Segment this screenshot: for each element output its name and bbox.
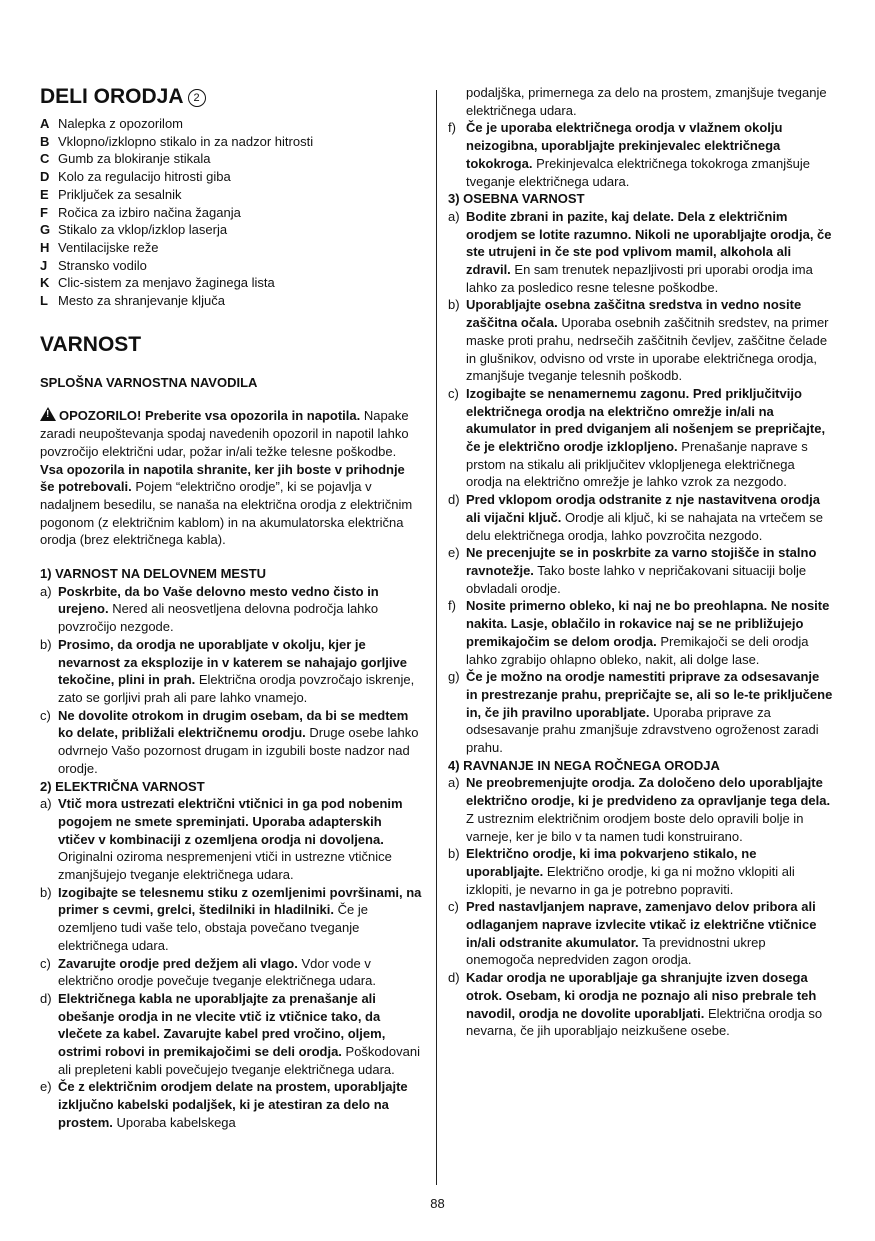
- list-item: B Vklopno/izklopno stikalo in za nadzor hitrosti: [40, 133, 314, 149]
- list-item: G Stikalo za vklop/izklop laserja: [40, 222, 228, 238]
- list-item: c) Izogibajte se nenamernemu zagonu. Pred priključitvijo električnega orodja na električno omrežje in/ali na akumulator in pred dviganjem ali nošenjem se prepričajte, če je električno orodje izklopljeno. Prenašanje naprave s prstom na stikalu ali priključitev vklopljenega električnega orodja na električno omrežje je lahko vzrok za nezgodo.: [448, 385, 826, 490]
- warning-paragraph: !OPOZORILO! Preberite vsa opozorila in napotila. Napake zaradi neupoštevanja spodaj navedenih opozoril in napotil lahko povzročijo električni udar, požar in/ali težke telesne poškodbe. Vsa opozorila in napotila shranite, ker jih boste v prihodnje še potrebovali. Pojem “električno orodje”, ki se pojavlja v nadaljnem besedilu, se nanaša na električna orodja z električnim pogonom (z električnim kablom) in na akumulatorska električna orodja (brez električnega kabla).: [40, 407, 422, 549]
- section-3-heading: 3) OSEBNA VARNOST: [448, 191, 585, 207]
- list-item: a) Vtič mora ustrezati električni vtičnici in ga pod nobenim pogojem ne smete spreminjati. Uporaba adapterskih vtičev v kombinaciji z ozemljena orodja ni dovoljena. Originalni oziroma nespremenjeni vtiči in ustrezne vtičnice zmanjšujejo tveganje električnega udara.: [40, 796, 403, 883]
- list-item: a) Bodite zbrani in pazite, kaj delate. Dela z električnim orodjem se lotite razumno. Nikoli ne uporabljajte orodja, če ste utrujeni in če ste pod vplivom mamil, alkohola ali zdravil. En sam trenutek nepazljivosti pri uporabi orodja ima lahko za posledico resne telesne poškodbe.: [448, 208, 832, 295]
- list-item: D Kolo za regulacijo hitrosti giba: [40, 169, 231, 185]
- left-column: [40, 84, 422, 1132]
- safety-title: VARNOST: [40, 332, 142, 356]
- list-item: b) Električno orodje, ki ima pokvarjeno stikalo, ne uporabljajte. Električno orodje, ki ga ni možno vklopiti ali izklopiti, je nevarno in ga je potrebno popraviti.: [448, 846, 795, 897]
- list-item: b) Prosimo, da orodja ne uporabljate v okolju, kjer je nevarnost za eksplozije in v katerem se nahajajo gorljive tekočine, plini in prah. Električna orodja povzročajo iskrenje, zato se gorljivi prah ali pare lahko vnamejo.: [40, 636, 415, 705]
- warning-triangle-icon: [40, 407, 56, 421]
- parts-title: DELI ORODJA 2: [40, 84, 422, 110]
- list-item: f) Če je uporaba električnega orodja v vlažnem okolju neizogibna, uporabljajte prekinjevalec električnega tokokroga. Prekinjevalca električnega tokokroga zmanjšuje tveganje električnega udara.: [448, 120, 810, 189]
- section-1-heading: 1) VARNOST NA DELOVNEM MESTU: [40, 566, 267, 582]
- section-4-heading: 4) RAVNANJE IN NEGA ROČNEGA ORODJA: [448, 757, 720, 773]
- list-item: A Nalepka z opozorilom: [40, 116, 184, 131]
- list-item: J Stransko vodilo: [40, 257, 147, 273]
- list-item: K Clic-sistem za menjavo žaginega lista: [40, 275, 275, 291]
- list-item: L Mesto za shranjevanje ključa: [40, 293, 225, 309]
- section-2-heading: 2) ELEKTRIČNA VARNOST: [40, 778, 205, 794]
- page-number: 88: [430, 1196, 445, 1211]
- list-item: b) Uporabljajte osebna zaščitna sredstva in vedno nosite zaščitna očala. Uporaba osebnih zaščitnih sredstev, na primer maske proti prahu, nedrsečih zaščitnih čevljev, zaščitne čelade in glušnikov, odvisno od vrste in uporabe električnega orodja, zmanjšuje tveganje telesnih poškodb.: [448, 297, 829, 384]
- list-item: e) Če z električnim orodjem delate na prostem, uporabljajte izključno kabelski podaljšek, ki je atestiran za delo na prostem. Uporaba kabelskega: [40, 1079, 408, 1130]
- list-item: b) Izogibajte se telesnemu stiku z ozemljenimi površinami, na primer s cevmi, grelci, štedilniki in hladilniki. Če je ozemljeno tudi vaše telo, obstaja povečano tveganje električnega udara.: [40, 884, 422, 953]
- list-item: e) Ne precenjujte se in poskrbite za varno stojišče in stalno ravnotežje. Tako boste lahko v nepričakovani situaciji bolje obvladali orodje.: [448, 545, 817, 596]
- list-item: a) Poskrbite, da bo Vaše delovno mesto vedno čisto in urejeno. Nered ali neosvetljena delovna področja lahko povzročijo nezgode.: [40, 583, 379, 635]
- list-item-continuation: podaljška, primernega za delo na prostem, zmanjšuje tveganje električnega udara.: [466, 85, 827, 118]
- parts-list: [40, 115, 422, 310]
- column-divider: [436, 90, 437, 1185]
- list-item: g) Če je možno na orodje namestiti priprave za odsesavanje in prestrezanje prahu, prepričajte se, ali so le-te priključene in, če jih pravilno uporabljate. Uporaba priprave za odsesavanje prahu zmanjšuje zdravstveno ogroženost zaradi prahu.: [448, 669, 833, 756]
- list-item: C Gumb za blokiranje stikala: [40, 151, 211, 167]
- list-item: d) Kadar orodja ne uporabljaje ga shranjujte izven dosega otrok. Osebam, ki orodja ne poznajo ali niso prebrale teh navodil, orodja ne dovolite uporabljati. Električna orodja so nevarna, če jih uporabljajo neizkušene osebe.: [448, 970, 823, 1039]
- right-column: [448, 84, 833, 1040]
- list-item: F Ročica za izbiro načina žaganja: [40, 204, 241, 220]
- list-item: c) Pred nastavljanjem naprave, zamenjavo delov pribora ali odlaganjem naprave izvlecite vtikač iz električne vtičnice in/ali odstranite akumulator. Ta previdnostni ukrep onemogoča nepredviden zagon orodja.: [448, 899, 817, 968]
- list-item: a) Ne preobremenjujte orodja. Za določeno delo uporabljajte električno orodje, ki je predvideno za opravljanje tega dela. Z ustreznim električnim orodjem boste delo opravili bolje in varneje, ker je bilo v ta namen tudi konstruirano.: [448, 775, 831, 844]
- figure-reference-badge: 2: [188, 89, 206, 107]
- list-item: d) Električnega kabla ne uporabljajte za prenašanje ali obešanje orodja in ne vlecite vtič iz vtičnice tako, da vlečete za kabel. Zavarujte kabel pred vročino, oljem, ostrimi robovi in premikajočimi se deli orodja. Poškodovani ali prepleteni kabli povečujejo tveganje električnega udara.: [40, 990, 420, 1077]
- list-item: f) Nosite primerno obleko, ki naj ne bo preohlapna. Ne nosite nakita. Lasje, oblačilo in rokavice naj se ne približujejo premikajočim se delom orodja. Premikajoči se deli orodja lahko zgrabijo ohlapno obleko, nakit, ali dolge lase.: [448, 598, 830, 667]
- general-safety-heading: SPLOŠNA VARNOSTNA NAVODILA: [40, 374, 258, 390]
- list-item: c) Ne dovolite otrokom in drugim osebam, da bi se medtem ko delate, približali električnemu orodju. Druge osebe lahko odvrnejo Vašo pozornost drugam in izgubili boste nadzor nad orodje.: [40, 707, 419, 776]
- list-item: c) Zavarujte orodje pred dežjem ali vlago. Vdor vode v električno orodje povečuje tveganje električnega udara.: [40, 955, 376, 989]
- list-item: H Ventilacijske reže: [40, 239, 159, 255]
- list-item: d) Pred vklopom orodja odstranite z nje nastavitvena orodja ali vijačni ključ. Orodje ali ključ, ki se nahajata na vrtečem se delu električnega orodja, lahko povzročita nezgodo.: [448, 492, 823, 543]
- list-item: E Priključek za sesalnik: [40, 186, 182, 202]
